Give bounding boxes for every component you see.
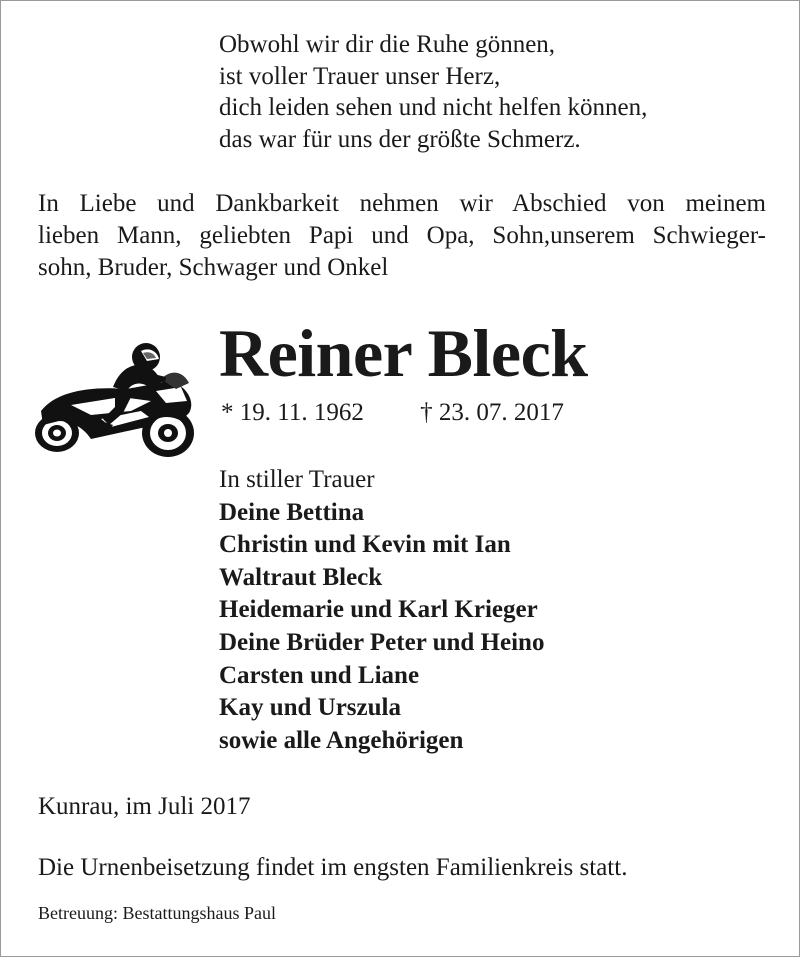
poem-line: ist voller Trauer unser Herz, (219, 62, 501, 90)
poem-line: dich leiden sehen und nicht helfen können, (219, 94, 648, 121)
birth-date: * 19. 11. 1962 (221, 399, 364, 426)
farewell-line: lieben Mann, geliebten Papi und Opa, Sohn,unserem Schwieger- (38, 222, 766, 249)
place-and-date: Kunrau, im Juli 2017 (38, 793, 251, 820)
mourners-list (219, 464, 544, 757)
mourner-name: Waltraut Bleck (219, 563, 383, 591)
burial-note: Die Urnenbeisetzung findet im engsten Familienkreis statt. (38, 854, 628, 881)
mourner-name: Kay und Urszula (219, 694, 401, 722)
motorcycle-rider-icon (31, 341, 201, 461)
poem (219, 29, 647, 155)
mourner-name: Christin und Kevin mit Ian (219, 531, 511, 559)
deceased-name: Reiner Bleck (219, 315, 588, 391)
death-date: † 23. 07. 2017 (420, 399, 564, 426)
poem-line: das war für uns der größte Schmerz. (219, 125, 581, 153)
mourner-name: Carsten und Liane (219, 661, 420, 689)
farewell-line: In Liebe und Dankbarkeit nehmen wir Abschied von meinem (38, 190, 766, 217)
poem-line: Obwohl wir dir die Ruhe gönnen, (219, 31, 556, 58)
farewell-line: sohn, Bruder, Schwager und Onkel (38, 254, 389, 281)
mourners-lead: In stiller Trauer (219, 466, 375, 493)
mourner-name: sowie alle Angehörigen (219, 726, 464, 754)
life-dates (221, 397, 564, 429)
farewell-text (38, 188, 766, 284)
mourner-name: Deine Bettina (219, 498, 365, 526)
undertaker-credit: Betreuung: Bestattungshaus Paul (38, 903, 276, 923)
mourner-name: Deine Brüder Peter und Heino (219, 628, 545, 656)
mourner-name: Heidemarie und Karl Krieger (219, 596, 538, 624)
